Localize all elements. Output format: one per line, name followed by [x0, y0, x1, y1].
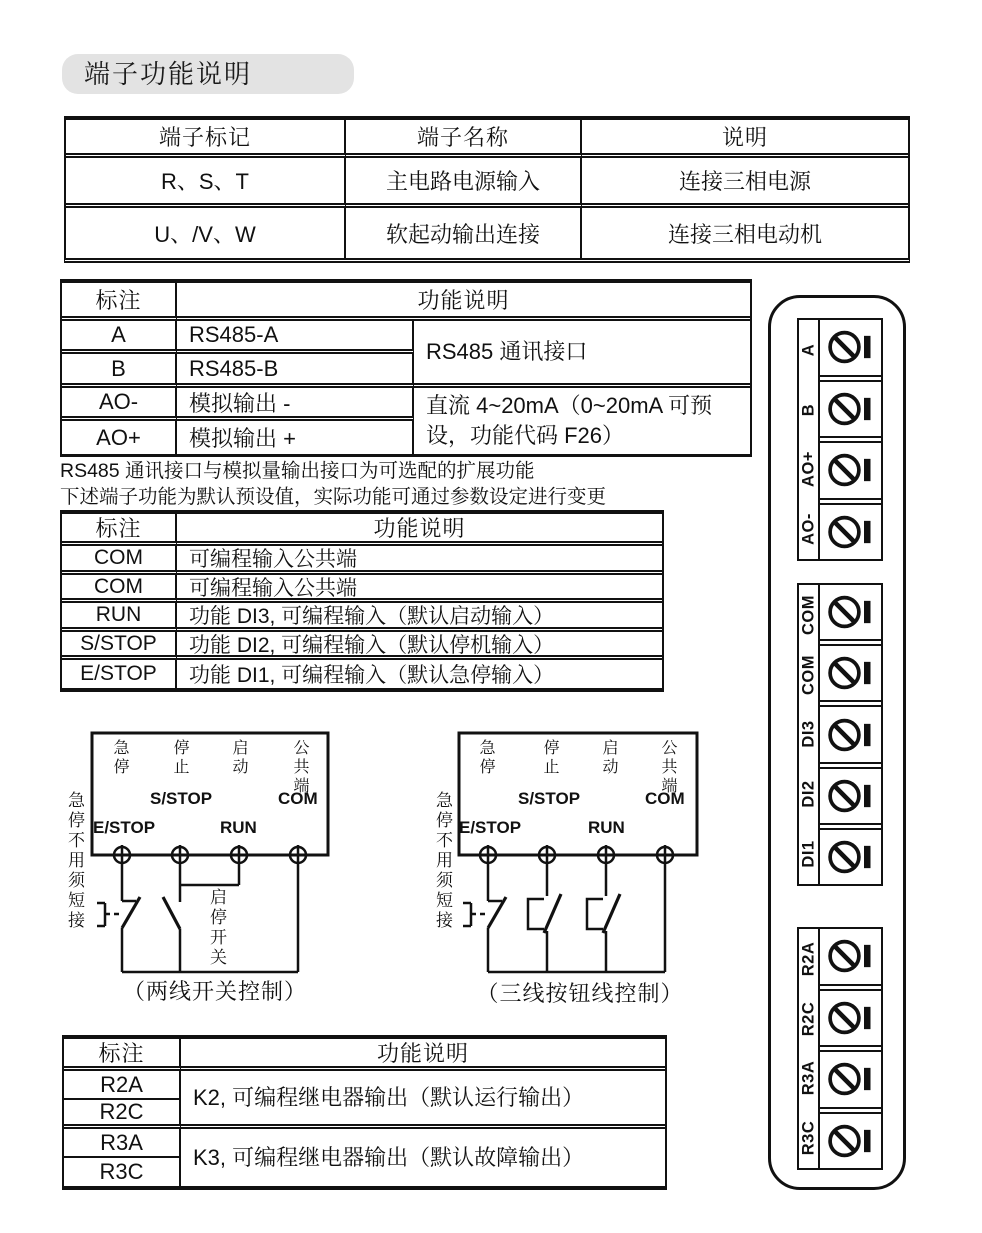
screw-terminal-icon — [823, 1115, 879, 1167]
terminal-label: 公共端 — [291, 739, 308, 796]
screw-terminal-icon — [823, 992, 879, 1044]
terminal-cells — [820, 585, 881, 884]
screw-terminal-icon — [823, 647, 879, 699]
column-header: 功能说明 — [177, 514, 662, 546]
power-terminal-table — [64, 116, 910, 263]
table-cell: COM — [62, 546, 177, 575]
diagram-caption: （两线开关控制） — [122, 979, 307, 1004]
relay-output-table — [62, 1035, 667, 1190]
switch-blade-icon — [603, 894, 620, 933]
diagram-caption: （三线按钮线控制） — [476, 981, 684, 1006]
side-note: 急停不用须短接 — [65, 791, 84, 931]
expansion-terminal-table — [60, 279, 752, 457]
screw-terminal-icon — [823, 321, 879, 373]
table-cell: 主电路电源输入 — [346, 158, 582, 208]
terminal-group-comm — [797, 318, 883, 561]
screw-terminal-icon — [823, 383, 879, 435]
column-header: 标注 — [64, 1039, 181, 1071]
terminal-strip-label: R2A — [799, 941, 817, 977]
terminal-strip-label: AO+ — [799, 451, 817, 488]
screw-terminal-icon — [823, 444, 879, 496]
table-cell: R2A — [64, 1071, 181, 1100]
estop-button-icon — [463, 903, 471, 926]
input-terminal-table — [60, 510, 664, 692]
terminal-label: 启动 — [230, 739, 247, 777]
screw-terminal-icon — [823, 930, 879, 982]
table-cell: S/STOP — [62, 632, 177, 660]
terminal-label: S/STOP — [518, 789, 581, 808]
terminal-strip-label: R3A — [799, 1061, 817, 1096]
column-header: 标注 — [62, 514, 177, 546]
table-cell: B — [62, 354, 177, 388]
table-cell: U、/V、W — [66, 208, 346, 258]
table-cell: 模拟输出 - — [177, 388, 414, 421]
switch-blade-icon — [163, 897, 180, 929]
table-cell: A — [62, 321, 177, 354]
terminal-strip-label: B — [799, 403, 817, 416]
column-header: 端子标记 — [66, 120, 346, 158]
terminal-label-strip — [799, 929, 820, 1168]
terminal-strip-label: DI3 — [799, 720, 817, 749]
two-wire-control-diagram — [60, 725, 410, 1015]
terminal-label: 停止 — [541, 739, 558, 777]
column-header: 功能说明 — [177, 283, 750, 321]
three-wire-control-diagram — [430, 725, 780, 1015]
terminal-label-strip — [799, 585, 820, 884]
switch-label: 启停开关 — [207, 888, 226, 968]
terminal-label: E/STOP — [459, 818, 522, 837]
screw-terminal-icon — [823, 1053, 879, 1105]
table-cell: COM — [62, 575, 177, 603]
terminal-label: RUN — [588, 818, 625, 837]
merged-cell: 直流 4~20mA（0~20mA 可预设，功能代码 F26） — [426, 393, 713, 448]
terminal-label: COM — [278, 789, 318, 808]
terminal-label: 停止 — [171, 739, 188, 777]
table-cell: 可编程输入公共端 — [177, 575, 662, 603]
table-cell: RS485-A — [177, 321, 414, 354]
pushbutton-icon — [587, 899, 603, 929]
terminal-label: 公共端 — [659, 739, 676, 796]
table-cell: 连接三相电动机 — [667, 221, 822, 247]
terminal-strip-label: A — [799, 343, 817, 357]
table-cell: R3A — [64, 1129, 181, 1158]
terminal-strip-label: DI2 — [799, 780, 817, 808]
terminal-strip-label: AO- — [799, 513, 817, 545]
table-cell: 功能 DI1, 可编程输入（默认急停输入） — [189, 664, 555, 687]
table-cell: 功能 DI3, 可编程输入（默认启动输入） — [177, 603, 662, 632]
terminal-label-strip — [799, 320, 820, 559]
terminal-label: 启动 — [600, 739, 617, 777]
side-note: 急停不用须短接 — [433, 791, 452, 931]
terminal-cells — [820, 320, 881, 559]
terminal-strip-label: R2C — [799, 1001, 817, 1036]
merged-cell: K3, 可编程继电器输出（默认故障输出） — [193, 1144, 585, 1170]
terminal-strip-label: DI1 — [799, 840, 817, 868]
terminal-group-inputs — [797, 583, 883, 886]
screw-terminal-icon — [823, 831, 879, 883]
screw-terminal-icon — [823, 709, 879, 761]
table-cell: R3C — [64, 1158, 181, 1186]
table-cell: R2C — [64, 1100, 181, 1129]
page-title: 端子功能说明 — [62, 54, 354, 94]
terminal-label: 急停 — [477, 739, 494, 777]
screw-terminal-icon — [823, 770, 879, 822]
terminal-label: COM — [645, 789, 685, 808]
table-cell: AO- — [62, 388, 177, 421]
notes — [60, 458, 606, 510]
table-cell: AO+ — [62, 421, 177, 454]
terminal-strip-label: R3C — [799, 1120, 817, 1156]
terminal-label: 急停 — [111, 739, 128, 777]
note-line: RS485 通讯接口与模拟量输出接口为可选配的扩展功能 — [60, 460, 535, 482]
table-cell: 软起动输出连接 — [346, 208, 582, 258]
terminal-strip-label: COM — [799, 654, 817, 695]
table-cell: RS485-B — [177, 354, 414, 388]
screw-terminal-icon — [823, 506, 879, 558]
merged-cell: K2, 可编程继电器输出（默认运行输出） — [181, 1071, 665, 1129]
note-line: 下述端子功能为默认预设值，实际功能可通过参数设定进行变更 — [60, 486, 607, 508]
column-header: 端子名称 — [346, 120, 582, 158]
terminal-label: E/STOP — [93, 818, 156, 837]
column-header: 说明 — [582, 120, 908, 158]
merged-cell: RS485 通讯接口 — [414, 321, 750, 388]
table-cell: 模拟输出 + — [177, 421, 414, 454]
table-cell: 可编程输入公共端 — [177, 546, 662, 575]
table-cell: 连接三相电源 — [582, 158, 908, 208]
terminal-cells — [820, 929, 881, 1168]
pushbutton-icon — [528, 899, 544, 929]
estop-button-icon — [97, 903, 105, 926]
screw-terminal-icon — [823, 586, 879, 638]
column-header: 功能说明 — [181, 1039, 665, 1071]
table-cell: 功能 DI2, 可编程输入（默认停机输入） — [177, 632, 662, 660]
switch-blade-icon — [544, 894, 561, 933]
column-header: 标注 — [62, 283, 177, 321]
table-cell: RUN — [62, 603, 177, 632]
terminal-group-relays — [797, 927, 883, 1170]
table-cell: R、S、T — [66, 158, 346, 208]
terminal-strip-label: COM — [799, 594, 817, 635]
table-cell: E/STOP — [62, 660, 177, 688]
terminal-label: S/STOP — [150, 789, 213, 808]
terminal-label: RUN — [220, 818, 257, 837]
